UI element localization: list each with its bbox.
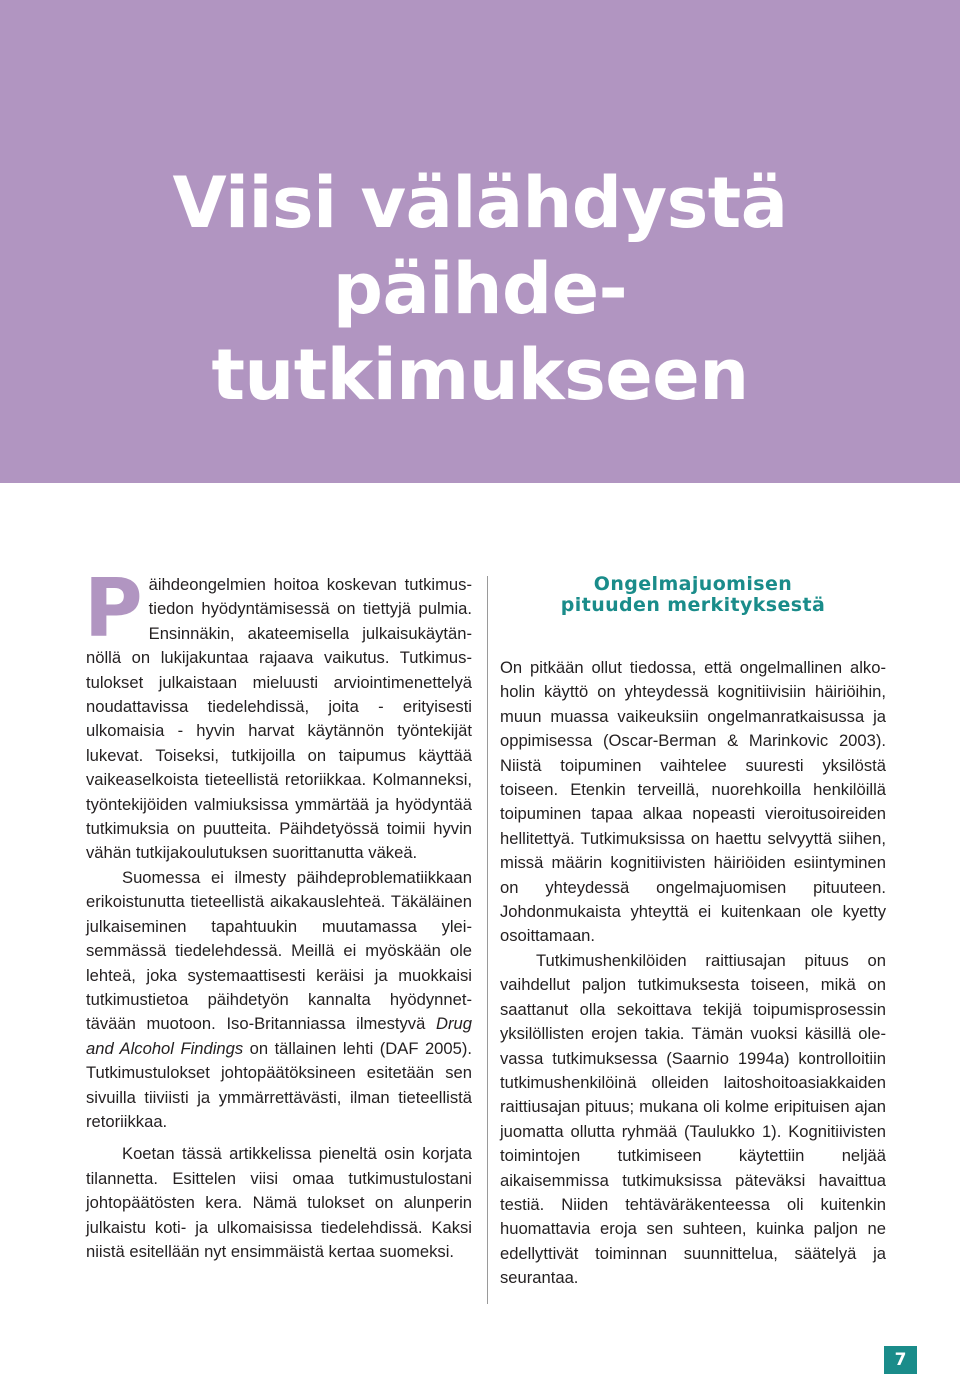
drop-cap: P (84, 562, 143, 655)
left-column (84, 562, 473, 1264)
section-heading-line-2: pituuden merkityksestä (560, 594, 826, 616)
page-number: 7 (884, 1346, 917, 1374)
paragraph-3: Koetan tässä artikkelissa pieneltä osin korjata tilannetta. Esittelen viisi omaa tutkimustulostani johtopäätösten kera. Nämä tulokset on alunperin julkaistu koti- ja ulkomaisissa tiedelehdissä. Kaksi niistä esitellään nyt ensimmäistä kertaa suomeksi. (86, 1144, 472, 1261)
paragraph-2-start: Suomessa ei ilmesty päihdeproblematiikkaan erikoistunutta tieteellistä aikakauslehteä. Täkäläinen julkaiseminen tapahtuukin muutamassa yleisemmässä tiedelehdessä. Meillä ei myöskään ole lehteä, joka systemaattisesti keräisi ja muokkaisi tutkimustietoa päihdetyön kannalta hyödynnettävään muotoon. Iso-Britanniassa ilmestyvä (86, 867, 472, 1034)
intro-paragraph (84, 562, 472, 866)
title-line-2: päihde- (332, 248, 628, 330)
section-heading (500, 574, 886, 616)
section-paragraph-2: Tutkimushenkilöiden raittiusajan pituus on vaihdellut paljon tutkimuksesta toiseen, mikä on saattanut olla sekoittava tekijä toipumisprosessin yksilöllisten erojen takia. Tämän vuoksi käsillä olevassa tutkimuksessa (Saarnio 1994a) kontrolloitiin tutkimushenkilöinä olleiden laitoshoitoasiakkaiden raittiusajan pituus; mukana oli kolme eripituisen ajan juomatta ollutta ryhmää (Taulukko 1). Kognitiivisten toimintojen tutkimiseen käytettiin neljää aikaisemmissa tutkimuksissa päteväksi havaittua testiä. Niiden tehtäväräkenteessa oli kuitenkin huomattavia eroja sen suhteen, kuinka paljon ne edellyttivät toiminnan suunnittelua, säätelyä ja seurantaa. (500, 950, 886, 1288)
journal-name: Drug and Alcohol Findings (86, 1014, 472, 1058)
section-paragraph-1: On pitkään ollut tiedossa, että ongelmallinen alkoholin käyttö on yhteydessä kognitiivisiin häiriöihin, muun muassa vaikeuksiin ongelmanratkaisussa ja oppimisessa (Oscar-Berman & Marinkovic 2003). Niistä toipuminen vaihtelee suuresti yksilöstä toiseen. Etenkin terveillä, nuorehkoilla henkilöillä toipuminen tapaa alkaa nopeasti vieroitusoireiden hellitettyä. Tutkimuksissa on haettu selvyyttä siihen, missä määrin kognitiivisten häiriöiden esiintyminen on yhteydessä ongelmajuomisen pituuteen. Johdonmukaista yhteyttä ei kuitenkaan ole kyetty osoittamaan. (500, 658, 886, 946)
title-line-1: Viisi välähdystä (172, 162, 788, 244)
section-heading-line-1: Ongelmajuomisen (593, 573, 793, 595)
paragraph-2 (86, 866, 472, 1134)
page-title (0, 160, 960, 418)
title-line-3: tutkimukseen (211, 334, 749, 416)
right-column (500, 574, 886, 1291)
intro-paragraph-text: äihdeongelmien hoitoa koskevan tutkimustiedon hyödyntämisessä on tiettyjä pulmia. Ensinnäkin, akateemisella julkaisukäytännöllä on lukijakuntaa rajaava vaikutus. Tutkimustulokset julkaistaan mieluusti arviointimenettelyä noudattavissa tiedelehdissä, joita - erityisesti ulkomaisia - hyvin harvat käytännön työntekijät lukevat. Toiseksi, tutkijoilla on taipumus käyttää vaikeaselkoista tieteellistä retoriikkaa. Kolmanneksi, työntekijöiden valmiuksissa ymmärtää ja hyödyntää tutkimuksia on puutteita. Päihdetyössä toimii hyvin vähän tutkijakoulutuksen suorittanutta väkeä. (86, 575, 472, 863)
column-divider (487, 576, 488, 1304)
paragraph-2-end: on tällainen lehti (DAF 2005). Tutkimustulokset johtopäätöksineen esitetään sen sivuilla tiiviisti ja ymmärrettävästi, ilman tieteellistä retoriikkaa. (86, 1038, 473, 1131)
